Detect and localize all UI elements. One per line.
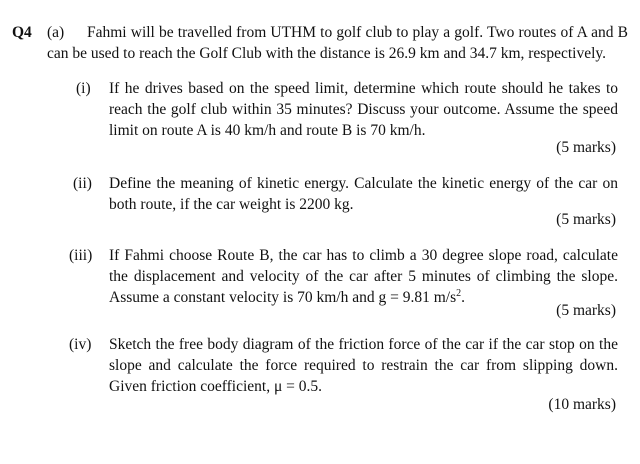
subquestion-number: (ii) <box>73 175 92 192</box>
subquestion-number: (i) <box>76 80 91 97</box>
subquestion-text <box>109 245 618 308</box>
subquestion-number: (iii) <box>69 247 93 264</box>
marks-label: (5 marks) <box>556 139 616 156</box>
subquestion-text: Sketch the free body diagram of the friction force of the car if the car stop on the slope and calculate the force required to restrain the car from slipping down. Given friction coefficient, μ = 0.5. <box>109 336 618 395</box>
marks-label: (10 marks) <box>548 396 616 413</box>
marks-label: (5 marks) <box>556 211 616 228</box>
part-label: (a) <box>47 24 65 41</box>
subquestion-number: (iv) <box>69 336 92 353</box>
question-number: Q4 <box>12 24 32 41</box>
subquestion-text-main: If Fahmi choose Route B, the car has to climb a 30 degree slope road, calculate the displacement and velocity of the car after 5 minutes of climbing the slope. Assume a constant velocity is 70 km/h and g = 9.81 m/s <box>109 247 618 306</box>
subquestion-text: Define the meaning of kinetic energy. Calculate the kinetic energy of the car on both route, if the car weight is 2200 kg. <box>109 175 618 213</box>
superscript: 2 <box>456 288 462 299</box>
subquestion-text: If he drives based on the speed limit, determine which route should he takes to reach the golf club within 35 minutes? Discuss your outcome. Assume the speed limit on route A is 40 km/h and route B is 70 km/h. <box>109 80 618 139</box>
question-intro: Fahmi will be travelled from UTHM to golf club to play a golf. Two routes of A and B can be used to reach the Golf Club with the distance is 26.9 km and 34.7 km, respectively. <box>47 24 628 62</box>
subquestion-text-end: . <box>461 289 465 306</box>
marks-label: (5 marks) <box>556 302 616 319</box>
